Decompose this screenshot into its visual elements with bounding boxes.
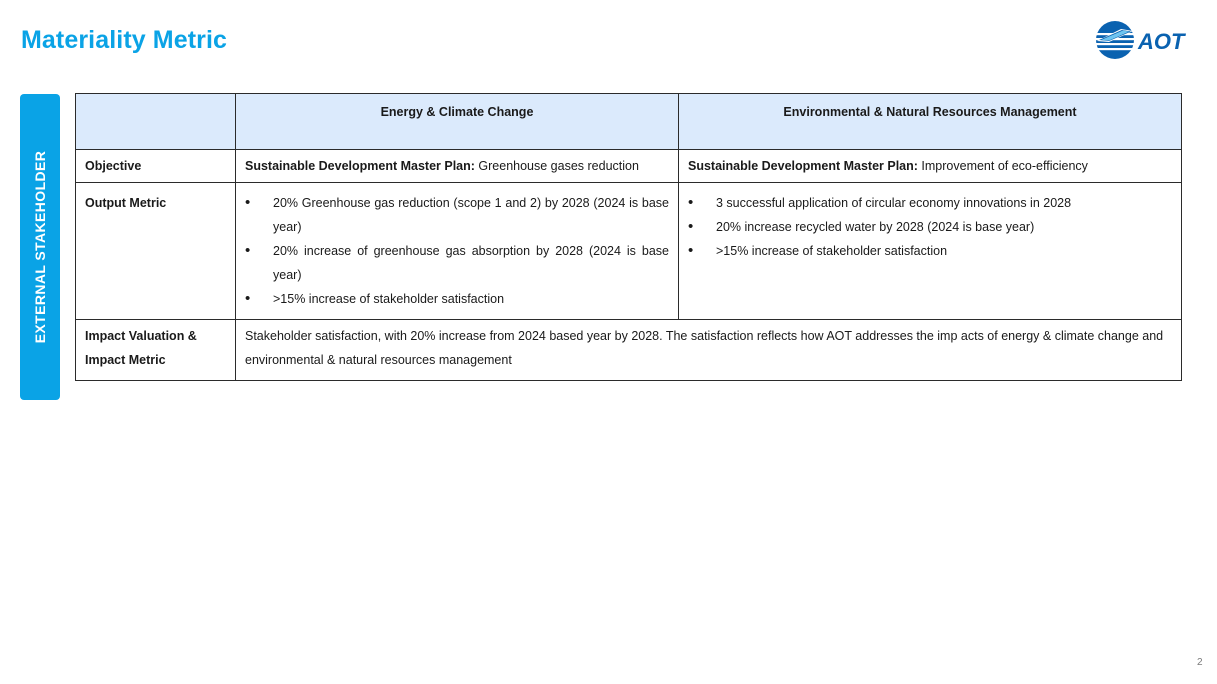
column-header-environmental: Environmental & Natural Resources Management: [679, 94, 1182, 150]
table-row-objective: [76, 150, 1182, 183]
list-item: • 20% Greenhouse gas reduction (scope 1 and 2) by 2028 (2024 is base year): [245, 191, 669, 239]
side-tab: [20, 94, 60, 400]
list-item: • >15% increase of stakeholder satisfaction: [688, 239, 1172, 263]
impact-text-cell: Stakeholder satisfaction, with 20% increase from 2024 based year by 2028. The satisfaction reflects how AOT addresses the imp acts of energy & climate change and environmental & natural resources management: [236, 320, 1182, 381]
objective-energy-cell: [236, 150, 679, 183]
objective-energy-bold: Sustainable Development Master Plan:: [245, 159, 475, 173]
page-number: 2: [1197, 657, 1203, 668]
header-empty-cell: [76, 94, 236, 150]
list-item: • 3 successful application of circular economy innovations in 2028: [688, 191, 1172, 215]
list-item: • >15% increase of stakeholder satisfaction: [245, 287, 669, 311]
output-energy-cell: [236, 183, 679, 320]
logo-text: AOT: [1138, 29, 1185, 54]
output-environmental-list: [688, 191, 1172, 263]
row-label-impact: Impact Valuation & Impact Metric: [76, 320, 236, 381]
page-title: Materiality Metric: [21, 26, 228, 54]
column-header-energy: Energy & Climate Change: [236, 94, 679, 150]
table-row-output-metric: [76, 183, 1182, 320]
aot-logo-icon: [1093, 18, 1199, 64]
list-item: • 20% increase of greenhouse gas absorption by 2028 (2024 is base year): [245, 239, 669, 287]
table-row-impact: [76, 320, 1182, 381]
output-environmental-cell: [679, 183, 1182, 320]
aot-logo: [1093, 18, 1199, 64]
row-label-output-metric: Output Metric: [76, 183, 236, 320]
objective-environmental-cell: [679, 150, 1182, 183]
table-header-row: [76, 94, 1182, 150]
side-tab-label: EXTERNAL STAKEHOLDER: [32, 150, 48, 344]
row-label-objective: Objective: [76, 150, 236, 183]
materiality-table: [75, 93, 1182, 381]
objective-environmental-bold: Sustainable Development Master Plan:: [688, 159, 918, 173]
list-item: • 20% increase recycled water by 2028 (2024 is base year): [688, 215, 1172, 239]
output-energy-list: [245, 191, 669, 311]
objective-environmental-text: Improvement of eco-efficiency: [917, 159, 1088, 173]
objective-energy-text: Greenhouse gases reduction: [474, 159, 639, 173]
